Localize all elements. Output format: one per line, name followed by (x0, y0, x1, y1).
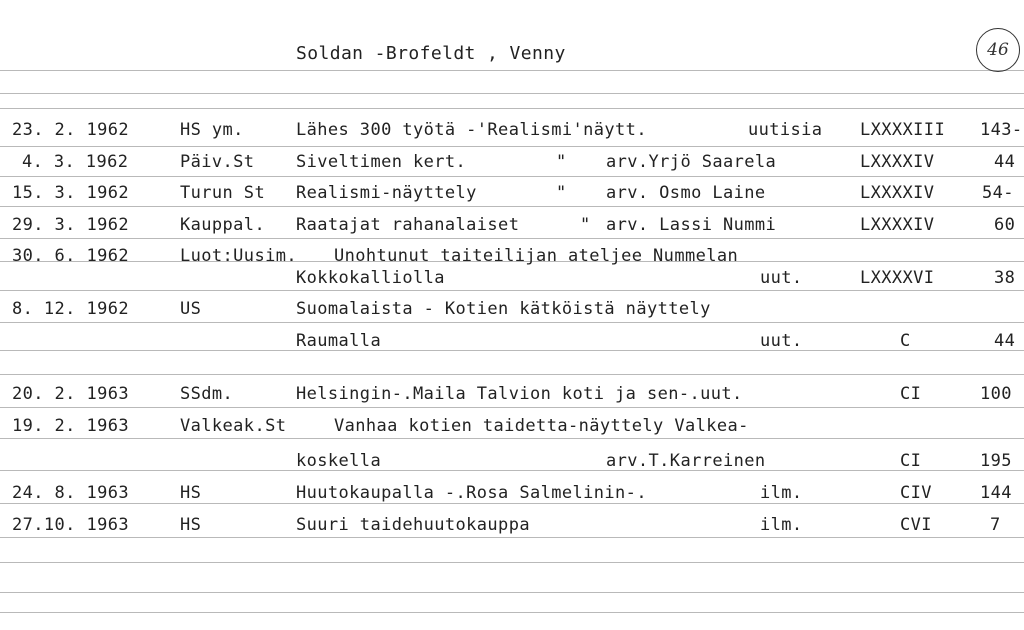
entry-note: uut. (760, 268, 803, 288)
rule-line (0, 592, 1024, 593)
entry-volume: CIV (900, 483, 932, 503)
rule-line (0, 206, 1024, 207)
entry-ditto: " (556, 183, 567, 203)
entry-text: Siveltimen kert. (296, 152, 467, 172)
entry-source: SSdm. (180, 384, 234, 404)
card-heading: Soldan -Brofeldt , Venny (296, 43, 566, 64)
entry-date: 15. 3. 1962 (12, 183, 129, 203)
entry-text: Vanhaa kotien taidetta-näyttely Valkea- (334, 416, 749, 436)
entry-source: US (180, 299, 202, 319)
entry-page: 7 (990, 515, 1001, 535)
entry-volume: CI (900, 384, 922, 404)
rule-line (0, 350, 1024, 351)
rule-line (0, 612, 1024, 613)
entry-volume: LXXXXIII (860, 120, 946, 140)
entry-page: 54- (982, 183, 1014, 203)
rule-line (0, 374, 1024, 375)
rule-line (0, 470, 1024, 471)
entry-page: 100 (980, 384, 1012, 404)
rule-line (0, 322, 1024, 323)
entry-volume: LXXXXIV (860, 152, 935, 172)
entry-source: Luot:Uusim. (180, 246, 297, 266)
entry-note: arv. Lassi Nummi (606, 215, 777, 235)
rule-line (0, 407, 1024, 408)
entry-note: arv.T.Karreinen (606, 451, 766, 471)
card-number-stamp: 46 (976, 28, 1020, 72)
entry-date: 27.10. 1963 (12, 515, 129, 535)
rule-line (0, 108, 1024, 109)
entry-note: uut. (760, 331, 803, 351)
entry-text: Huutokaupalla -.Rosa Salmelinin-. (296, 483, 647, 503)
rule-line (0, 503, 1024, 504)
entry-source: Valkeak.St (180, 416, 287, 436)
entry-text-continued: Raumalla (296, 331, 382, 351)
entry-source: Päiv.St (180, 152, 255, 172)
rule-line (0, 238, 1024, 239)
entry-note: ilm. (760, 515, 803, 535)
entry-text-continued: koskella (296, 451, 382, 471)
entry-text: Helsingin-.Maila Talvion koti ja sen-.uut. (296, 384, 743, 404)
entry-source: HS ym. (180, 120, 244, 140)
entry-note: arv.Yrjö Saarela (606, 152, 777, 172)
entry-page: 144 (980, 483, 1012, 503)
entry-text: Lähes 300 työtä -'Realismi'näytt. (296, 120, 647, 140)
entry-volume: LXXXXIV (860, 215, 935, 235)
entry-ditto: " (580, 215, 591, 235)
entry-source: HS (180, 483, 202, 503)
rule-line (0, 70, 1024, 71)
entry-source: Kauppal. (180, 215, 266, 235)
entry-date: 29. 3. 1962 (12, 215, 129, 235)
entry-date: 4. 3. 1962 (22, 152, 129, 172)
entry-source: HS (180, 515, 202, 535)
entry-date: 19. 2. 1963 (12, 416, 129, 436)
entry-page: 195 (980, 451, 1012, 471)
rule-line (0, 146, 1024, 147)
entry-volume: CVI (900, 515, 932, 535)
entry-text: Raatajat rahanalaiset (296, 215, 520, 235)
entry-page: 60 (994, 215, 1016, 235)
entry-volume: C (900, 331, 911, 351)
entry-volume: LXXXXIV (860, 183, 935, 203)
rule-line (0, 176, 1024, 177)
entry-date: 20. 2. 1963 (12, 384, 129, 404)
entry-text: Realismi-näyttely (296, 183, 477, 203)
entry-source: Turun St (180, 183, 266, 203)
entry-text: Unohtunut taiteilijan ateljee Nummelan (334, 246, 739, 266)
entry-page: 44 (994, 331, 1016, 351)
entry-text-continued: Kokkokalliolla (296, 268, 445, 288)
entry-date: 23. 2. 1962 (12, 120, 129, 140)
entry-date: 24. 8. 1963 (12, 483, 129, 503)
entry-page: 44 (994, 152, 1016, 172)
entry-volume: LXXXXVI (860, 268, 935, 288)
entry-note: uutisia (748, 120, 823, 140)
rule-line (0, 537, 1024, 538)
entry-text: Suuri taidehuutokauppa (296, 515, 530, 535)
entry-date: 8. 12. 1962 (12, 299, 129, 319)
rule-line (0, 438, 1024, 439)
entry-ditto: " (556, 152, 567, 172)
entry-note: arv. Osmo Laine (606, 183, 766, 203)
entry-volume: CI (900, 451, 922, 471)
entry-text: Suomalaista - Kotien kätköistä näyttely (296, 299, 711, 319)
rule-line (0, 93, 1024, 94)
entry-page: 38 (994, 268, 1016, 288)
rule-line (0, 290, 1024, 291)
rule-line (0, 562, 1024, 563)
entry-note: ilm. (760, 483, 803, 503)
entry-page: 143- (980, 120, 1023, 140)
entry-date: 30. 6. 1962 (12, 246, 129, 266)
